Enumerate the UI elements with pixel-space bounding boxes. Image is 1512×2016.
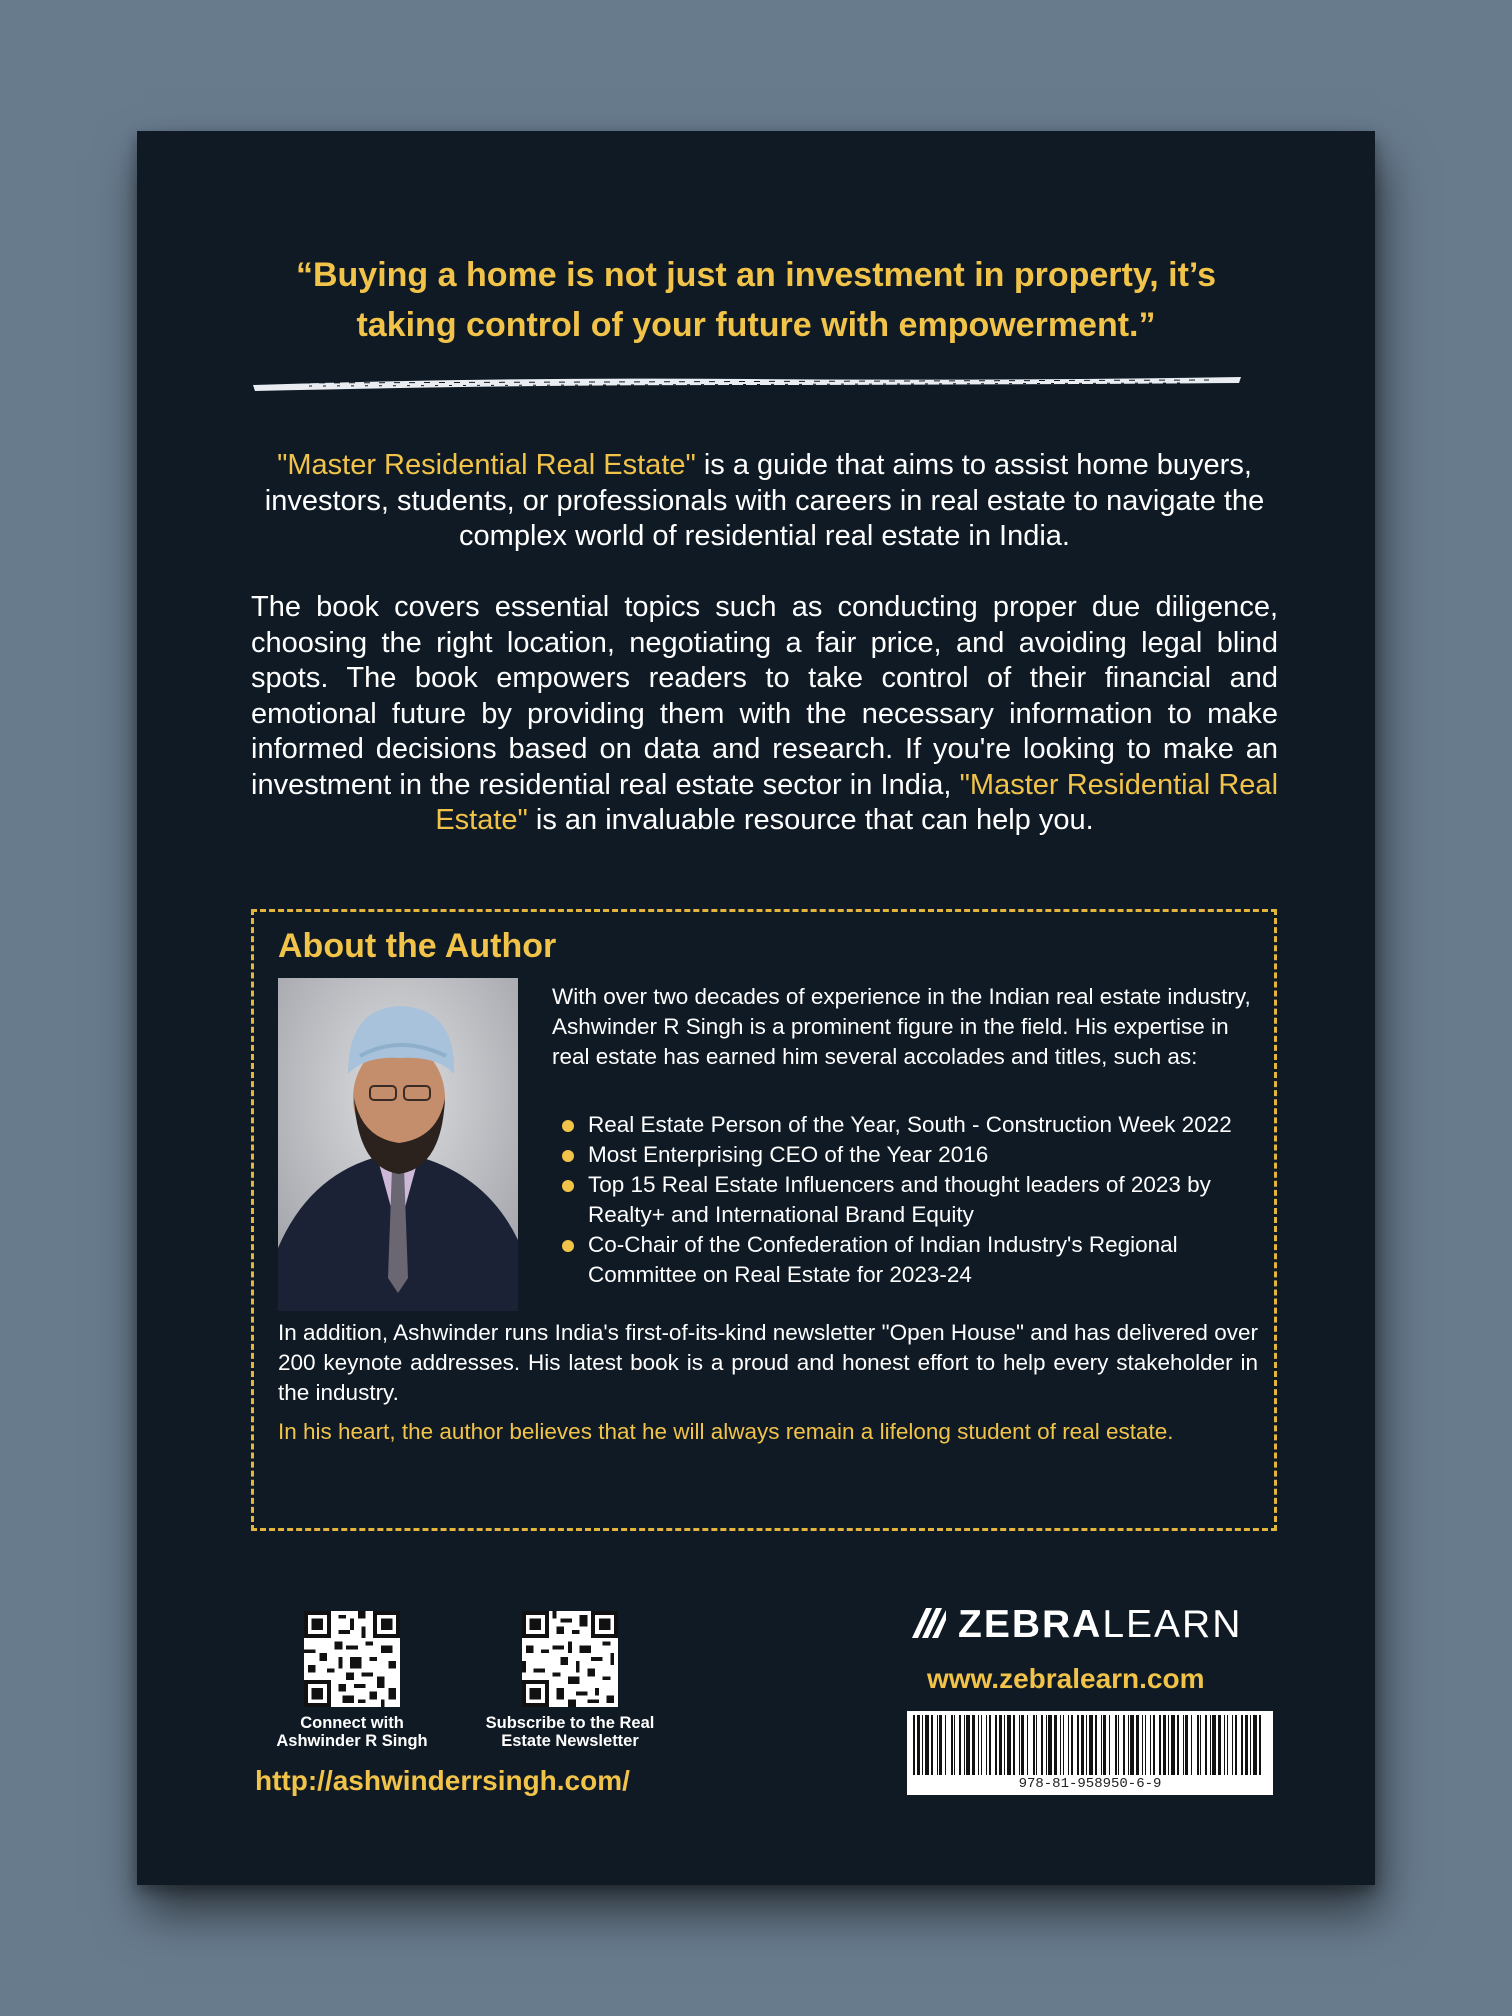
author-addition: In addition, Ashwinder runs India's first-of-its-kind newsletter "Open House" and has delivered over 200 keynote addresses. His latest book is a proud and honest effort to help every stakeholder in the industry. [278,1320,1258,1405]
pull-quote: “Buying a home is not just an investment in property, it’s taking control of your future with empowerment.” [295,256,1216,344]
bullet-icon [562,1150,574,1162]
author-bio: With over two decades of experience in the Indian real estate industry, Ashwinder R Singh is a prominent figure in the field. His expertise in real estate has earned him several accolades and titles, such as: [552,984,1251,1069]
isbn-barcode [907,1711,1273,1795]
qr-code-icon[interactable] [304,1611,400,1707]
summary-paragraph: The book covers essential topics such as conducting proper due diligence, choosing the right location, negotiating a fair price, and avoiding legal blind spots. The book empowers readers to take control of their financial and emotional future by providing them with the necessary information to make informed decisions based on data and research. If you're looking to make an investment in the residential real estate sector in India, "Master Residential Real Estate" is an invaluable resource that can help you. [251,591,1279,836]
author-closing-note: In his heart, the author believes that he will always remain a lifelong student of real estate. [278,1419,1174,1444]
bullet-icon [562,1120,574,1132]
accolade-item: Top 15 Real Estate Influencers and thought leaders of 2023 by Realty+ and International Brand Equity [588,1170,1258,1230]
accolade-item: Real Estate Person of the Year, South - Construction Week 2022 [588,1110,1258,1140]
qr-code-icon[interactable] [522,1611,618,1707]
intro-paragraph: "Master Residential Real Estate" is a guide that aims to assist home buyers, investors, students, or professionals with careers in real estate to navigate the complex world of residential real estate in India. [264,449,1265,552]
book-title-highlight: "Master Residential Real Estate" [277,449,696,481]
brush-stroke-divider [249,371,1245,393]
accolades-list [588,1110,1258,1290]
about-author-heading: About the Author [278,927,557,965]
qr-label-subscribe: Subscribe to the Real Estate Newsletter [485,1714,655,1750]
author-photo [278,978,518,1311]
book-title-highlight: "Master Residential Real Estate" [435,768,1279,836]
bullet-icon [562,1180,574,1192]
zebra-stripes-icon [912,1608,946,1638]
accolade-item: Co-Chair of the Confederation of Indian Industry's Regional Committee on Real Estate for 2023-24 [588,1230,1258,1290]
book-back-cover [137,131,1375,1885]
about-author-box [251,909,1277,1531]
accolade-item: Most Enterprising CEO of the Year 2016 [588,1140,1258,1170]
barcode-bars [913,1715,1267,1775]
qr-label-connect: Connect with Ashwinder R Singh [276,1714,428,1750]
isbn-number: 978-81-958950-6-9 [1018,1776,1162,1792]
publisher-website-link[interactable]: www.zebralearn.com [927,1663,1205,1694]
bullet-icon [562,1240,574,1252]
publisher-name: ZEBRALEARN [958,1603,1243,1646]
author-website-link[interactable]: http://ashwinderrsingh.com/ [255,1765,630,1796]
